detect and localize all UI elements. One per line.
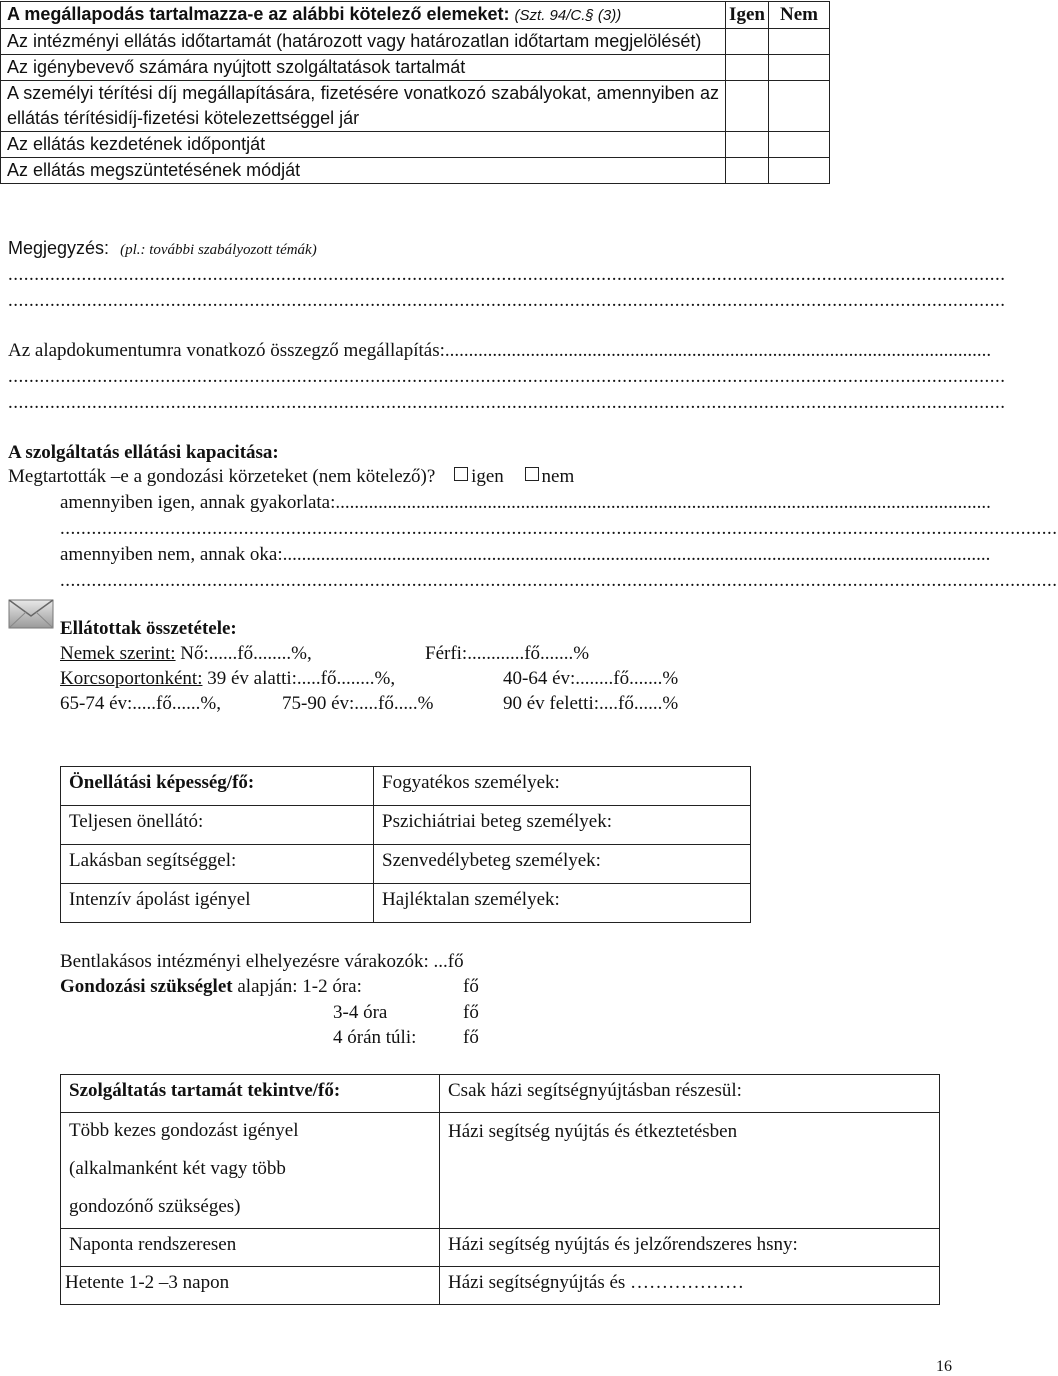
yes-cell[interactable] — [726, 81, 769, 132]
care-need-1-2h: alapján: 1-2 óra: — [237, 976, 362, 997]
home-help-other[interactable]: Házi segítségnyújtás és ……………… — [440, 1267, 940, 1305]
addicted-persons[interactable]: Szenvedélybeteg személyek: — [374, 845, 751, 884]
unit-fo[interactable]: fő — [463, 976, 479, 997]
gender-female[interactable]: Nő:......fő........%, — [180, 643, 312, 664]
summary-dots[interactable]: .............................................................................................................................................................................................. — [8, 366, 1006, 387]
option-yes-label: igen — [471, 466, 504, 487]
notes-label: Megjegyzés: — [8, 238, 110, 258]
capacity-title: A szolgáltatás ellátási kapacitása: — [8, 442, 279, 463]
summary-dots[interactable]: ................................................................................................................... — [444, 340, 992, 361]
if-no-dots[interactable]: .............................................................................................................................................................................................. — [60, 570, 1058, 591]
yes-cell[interactable] — [726, 158, 769, 184]
capacity-question-line — [8, 466, 574, 488]
composition-title: Ellátottak összetétele: — [60, 618, 237, 639]
checkbox-no[interactable] — [525, 467, 539, 481]
self-care-header: Önellátási képesség/fő: — [61, 767, 374, 806]
unit-fo[interactable]: fő — [463, 1027, 479, 1048]
multi-carer-line1: Több kezes gondozást igényel — [69, 1120, 299, 1141]
page-number: 16 — [936, 1358, 952, 1375]
summary-line — [8, 340, 992, 362]
multi-carer-cell[interactable] — [61, 1113, 440, 1229]
col-no-header: Nem — [769, 2, 830, 29]
if-no-line — [60, 544, 991, 566]
requirement-row: Az igénybevevő számára nyújtott szolgáltatások tartalmát — [1, 55, 726, 81]
no-cell[interactable] — [769, 81, 830, 132]
daily-regular[interactable]: Naponta rendszeresen — [61, 1229, 440, 1267]
if-no-dots[interactable]: ..................................................................................................................................................... — [282, 544, 991, 565]
yes-cell[interactable] — [726, 29, 769, 55]
if-yes-dots[interactable]: .......................................................................................................................................... — [335, 492, 991, 513]
care-need-line — [60, 976, 362, 998]
checkbox-yes[interactable] — [454, 467, 468, 481]
home-help-only[interactable]: Csak házi segítségnyújtásban részesül: — [440, 1075, 940, 1113]
requirement-row: Az ellátás kezdetének időpontját — [1, 132, 726, 158]
disabled-persons[interactable]: Fogyatékos személyek: — [374, 767, 751, 806]
if-no-label: amennyiben nem, annak oka: — [60, 544, 283, 565]
requirement-row: A személyi térítési díj megállapítására, fizetésére vonatkozó szabályokat, amennyiben az ellátás térítésidíj-fizetési kötelezettséggel jár — [1, 81, 726, 132]
age-75-90[interactable]: 75-90 év:.....fő.....% — [282, 693, 434, 714]
fully-independent[interactable]: Teljesen önellátó: — [61, 806, 374, 845]
care-need-label: Gondozási szükséglet — [60, 976, 233, 997]
service-header: Szolgáltatás tartamát tekintve/fő: — [61, 1075, 440, 1113]
care-need-3-4h: 3-4 óra — [333, 1002, 388, 1023]
age-label: Korcsoportonként: — [60, 668, 203, 689]
envelope-icon — [8, 598, 54, 630]
age-line — [60, 668, 395, 690]
no-cell[interactable] — [769, 158, 830, 184]
age-65-74[interactable]: 65-74 év:.....fő......%, — [60, 693, 221, 714]
notes-dots[interactable]: .............................................................................................................................................................................................. — [8, 290, 1006, 311]
if-yes-line — [60, 492, 991, 514]
gender-line — [60, 643, 312, 665]
no-cell[interactable] — [769, 132, 830, 158]
notes-hint: (pl.: további szabályozott témák) — [120, 242, 317, 258]
waiting-line[interactable]: Bentlakásos intézményi elhelyezésre várakozók: ...fő — [60, 951, 464, 972]
summary-dots[interactable]: .............................................................................................................................................................................................. — [8, 392, 1006, 413]
requirements-header: A megállapodás tartalmazza-e az alábbi kötelező elemeket: (Szt. 94/C.§ (3)) — [1, 2, 726, 29]
homeless-persons[interactable]: Hajléktalan személyek: — [374, 884, 751, 923]
gender-label: Nemek szerint: — [60, 643, 176, 664]
weekly-1-3[interactable]: Hetente 1-2 –3 napon — [61, 1267, 440, 1305]
age-under-39[interactable]: 39 év alatti:.....fő........%, — [207, 668, 396, 689]
self-care-table — [60, 766, 751, 923]
age-over-90[interactable]: 90 év feletti:....fő......% — [503, 693, 679, 714]
requirement-row: Az intézményi ellátás időtartamát (határozott vagy határozatlan időtartam megjelölését) — [1, 29, 726, 55]
no-cell[interactable] — [769, 55, 830, 81]
notes-dots[interactable]: .............................................................................................................................................................................................. — [8, 264, 1006, 285]
notes-line — [8, 238, 317, 259]
service-table — [60, 1074, 940, 1305]
yes-cell[interactable] — [726, 132, 769, 158]
multi-carer-line3: gondozónő szükséges) — [69, 1196, 241, 1217]
capacity-question: Megtartották –e a gondozási körzeteket (nem kötelező)? — [8, 466, 436, 487]
intensive-care[interactable]: Intenzív ápolást igényel — [61, 884, 374, 923]
care-need-over-4h: 4 órán túli: — [333, 1027, 417, 1048]
unit-fo[interactable]: fő — [463, 1002, 479, 1023]
home-help-meals[interactable]: Házi segítség nyújtás és étkeztetésben — [440, 1113, 940, 1229]
gender-male[interactable]: Férfi:............fő.......% — [425, 643, 590, 664]
no-cell[interactable] — [769, 29, 830, 55]
legal-reference: (Szt. 94/C.§ (3)) — [514, 7, 622, 24]
home-assisted[interactable]: Lakásban segítséggel: — [61, 845, 374, 884]
if-yes-dots[interactable]: .............................................................................................................................................................................................. — [60, 518, 1058, 539]
col-yes-header: Igen — [726, 2, 769, 29]
option-no-label: nem — [541, 466, 575, 487]
if-yes-label: amennyiben igen, annak gyakorlata: — [60, 492, 336, 513]
multi-carer-line2: (alkalmanként két vagy több — [69, 1158, 286, 1179]
yes-cell[interactable] — [726, 55, 769, 81]
home-help-alarm[interactable]: Házi segítség nyújtás és jelzőrendszeres hsny: — [440, 1229, 940, 1267]
summary-label: Az alapdokumentumra vonatkozó összegző megállapítás: — [8, 340, 445, 361]
requirements-table — [0, 1, 830, 184]
age-40-64[interactable]: 40-64 év:........fő.......% — [503, 668, 679, 689]
requirement-row: Az ellátás megszüntetésének módját — [1, 158, 726, 184]
psychiatric-persons[interactable]: Pszichiátriai beteg személyek: — [374, 806, 751, 845]
